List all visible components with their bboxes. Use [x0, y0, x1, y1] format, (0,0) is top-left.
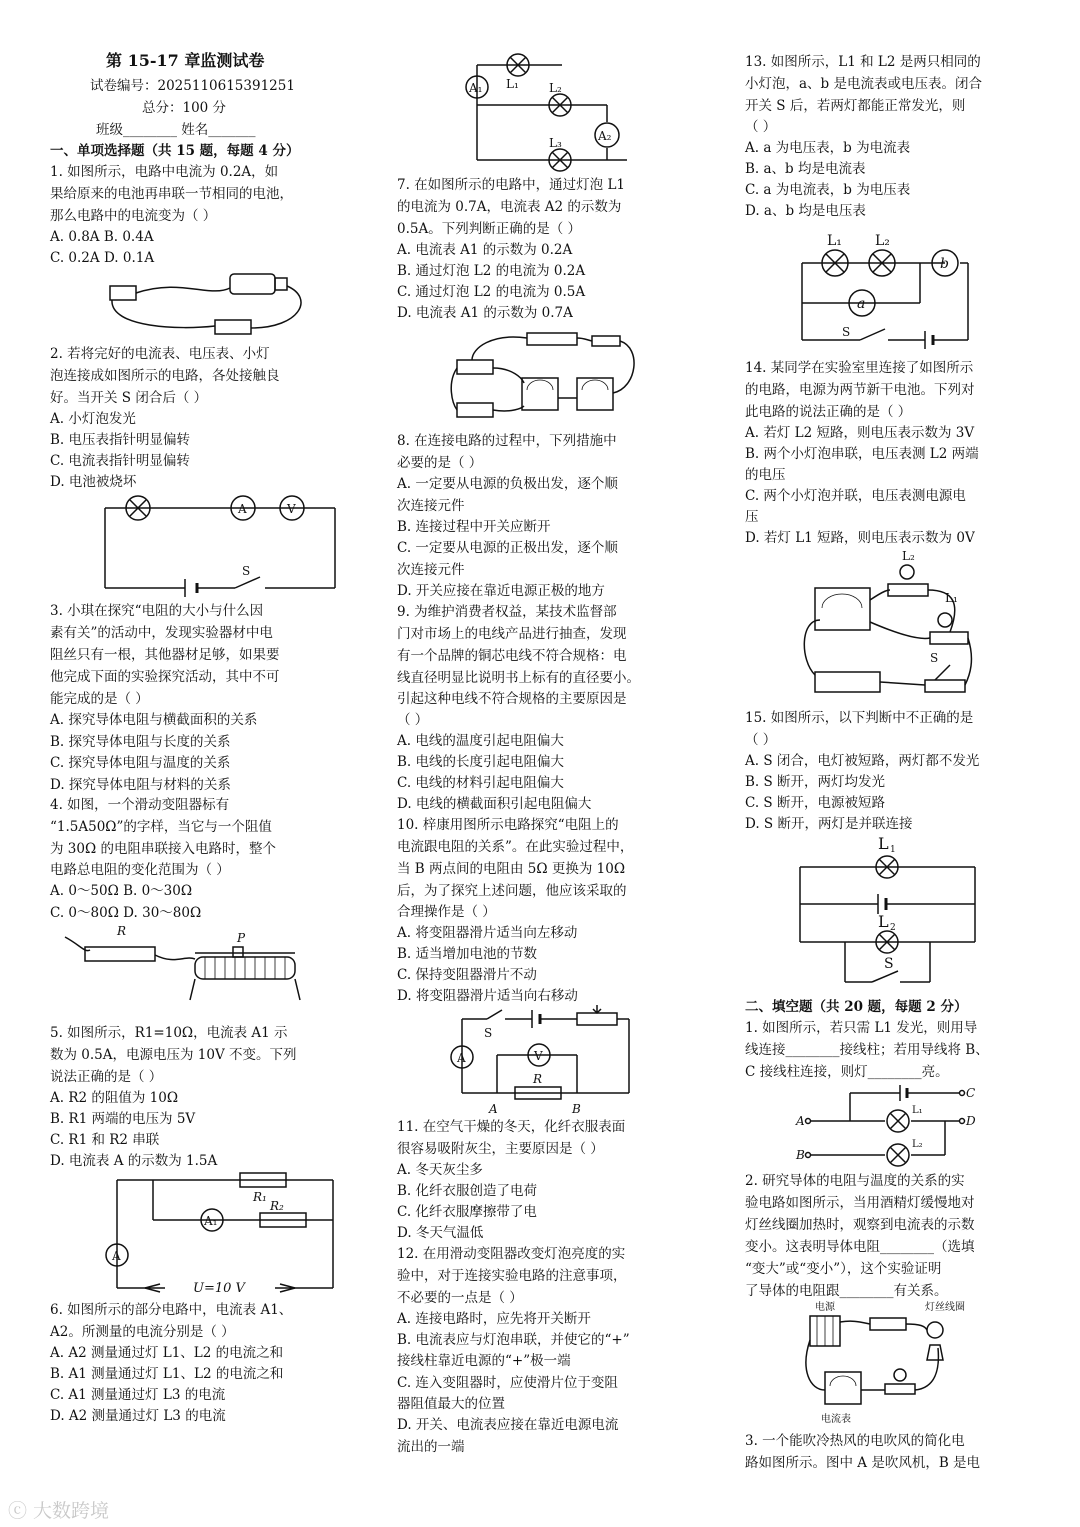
lamp-l1-label: L₁: [827, 233, 842, 249]
q8-option: 次连接元件: [397, 562, 465, 578]
terminal-b-label: B: [796, 1148, 805, 1162]
f1-line: 线连接________接线柱；若用导线将 B、: [745, 1042, 989, 1058]
lamp-l2-label: L: [878, 912, 889, 931]
q8-option: C. 一定要从电源的正极出发，逐个顺: [397, 540, 618, 556]
q5-line: 5. 如图所示，R1=10Ω，电流表 A1 示: [50, 1025, 288, 1041]
q1-line: 那么电路中的电流变为（ ）: [50, 208, 217, 224]
resistor-label: R: [533, 1072, 543, 1086]
section-title-2: 二、填空题（共 20 题，每题 2 分）: [745, 999, 968, 1015]
switch-icon: [925, 680, 965, 692]
lamp-l2-base: [457, 403, 493, 417]
lamp-l3-label: L₃: [549, 136, 562, 150]
q8-line: 8. 在连接电路的过程中，下列措施中: [397, 433, 617, 449]
q12-option: C. 连入变阻器时，应使滑片位于变阻: [397, 1375, 618, 1391]
ammeter-a1-label: A₁: [469, 81, 483, 95]
q13-line: 开关 S 后，若两灯都能正常发光，则: [745, 98, 966, 114]
q11-line: 11. 在空气干燥的冬天，化纤衣服表面: [397, 1119, 626, 1135]
q9-line: 引起这种电线不符合规格的主要原因是: [397, 691, 627, 707]
q2-figure: [105, 495, 335, 595]
q1-figure: [100, 268, 330, 344]
q13-option: B. a、b 均是电流表: [745, 161, 866, 177]
q3-line: 他完成下面的实验探究活动，其中不可: [50, 669, 280, 685]
ammeter-a1-icon: [522, 378, 558, 410]
q10-option: D. 将变阻器滑片适当向右移动: [397, 988, 578, 1004]
watermark: ⓒ 大数跨境: [8, 1500, 110, 1522]
lamp-l1-label: L₁: [506, 77, 519, 91]
q3-line: 阻丝只有一根，其他器材足够，如果要: [50, 647, 280, 663]
q9-option: D. 电线的横截面积引起电阻偏大: [397, 796, 592, 812]
q5-line: 数为 0.5A，电源电压为 10V 不变。下列: [50, 1047, 297, 1063]
lamp-l1-base: [930, 632, 968, 644]
lamp-bulb-icon: [894, 1369, 906, 1381]
q10-option: B. 适当增加电池的节数: [397, 946, 538, 962]
f2-line: 灯丝线圈加热时，观察到电流表的示数: [745, 1217, 975, 1233]
switch-icon: [592, 336, 620, 346]
q6-figure: [452, 50, 632, 175]
lamp-l2-label: L₂: [875, 233, 890, 249]
q8-option: 次连接元件: [397, 498, 465, 514]
q6-option: B. A1 测量通过灯 L1、L2 的电流之和: [50, 1366, 284, 1382]
q3-option: B. 探究导体电阻与长度的关系: [50, 734, 231, 750]
point-a-label: A: [489, 1102, 498, 1116]
q8-option: A. 一定要从电源的负极出发，逐个顺: [397, 476, 618, 492]
q11-line: 很容易吸附灰尘，主要原因是（ ）: [397, 1141, 604, 1157]
f2-line: 了导体的电阻跟________有关系。: [745, 1283, 948, 1299]
q6-option: C. A1 测量通过灯 L3 的电流: [50, 1387, 226, 1403]
q7-option: D. 电流表 A1 的示数为 0.7A: [397, 305, 573, 321]
q14-line: 的电路，电源为两节新干电池。下列对: [745, 382, 975, 398]
q4-line: 电路总电阻的变化范围为（ ）: [50, 862, 230, 878]
svg-text:2: 2: [890, 923, 896, 933]
q10-option: C. 保持变阻器滑片不动: [397, 967, 537, 983]
q13-line: （ ）: [745, 119, 777, 135]
lamp-l1-bulb: [938, 613, 952, 627]
q12-option: B. 电流表应与灯泡串联，并使它的“+”: [397, 1332, 630, 1348]
q13-option: D. a、b 均是电压表: [745, 203, 866, 219]
q6-line: 6. 如图所示的部分电路中，电流表 A1、: [50, 1302, 293, 1318]
q14-option: C. 两个小灯泡并联，电压表测电源电: [745, 488, 966, 504]
q5-figure: [105, 1170, 335, 1300]
q3-option: A. 探究导体电阻与横截面积的关系: [50, 712, 258, 728]
q4-option: C. 0～80Ω D. 30～80Ω: [50, 905, 202, 921]
q2-line: 好。当开关 S 闭合后（ ）: [50, 390, 208, 406]
q10-line: 电流跟电阻的关系”。在此实验过程中，: [397, 839, 634, 855]
q7-option: A. 电流表 A1 的示数为 0.2A: [397, 242, 573, 258]
filament-coil-icon: [927, 1322, 943, 1338]
q10-line: 后，为了探究上述问题，他应该采取的: [397, 883, 627, 899]
switch-base: [110, 286, 136, 300]
lamp-l2-bulb: [900, 565, 914, 579]
lamp-l1-label: L₁: [912, 1105, 923, 1116]
q6-option: D. A2 测量通过灯 L3 的电流: [50, 1408, 226, 1424]
class-name-line: 班级________ 姓名_______: [96, 122, 256, 138]
q15-option: B. S 断开，两灯均发光: [745, 774, 886, 790]
q9-option: C. 电线的材料引起电阻偏大: [397, 775, 564, 791]
slider-label: P: [237, 931, 246, 945]
q14-figure: [800, 550, 970, 700]
r2-label: R₂: [270, 1199, 284, 1213]
q12-line: 不必要的一点是（ ）: [397, 1290, 523, 1306]
f2-line: 验电路如图所示，当用酒精灯缓慢地对: [745, 1195, 975, 1211]
power-source-label: 电源: [815, 1302, 835, 1313]
battery-holder-icon: [275, 278, 287, 290]
switch-label: S: [930, 651, 939, 665]
ammeter-label: A: [457, 1051, 466, 1065]
q4-figure: [65, 925, 315, 1010]
q2-option: C. 电流表指针明显偏转: [50, 453, 190, 469]
switch-label: S: [884, 956, 894, 972]
q3-option: C. 探究导体电阻与温度的关系: [50, 755, 231, 771]
ammeter-icon: [825, 1372, 861, 1404]
q15-figure: [800, 832, 975, 992]
terminal-d-label: D: [966, 1114, 976, 1128]
q15-option: D. S 断开，两灯是并联连接: [745, 816, 913, 832]
q13-line: 13. 如图所示，L1 和 L2 是两只相同的: [745, 54, 981, 70]
q9-line: 线直径明显比说明书上标有的直径要小。: [397, 670, 640, 686]
battery-icon: [815, 672, 880, 692]
q12-option: 接线柱靠近电源的“+”极一端: [397, 1353, 571, 1369]
ammeter-a2-label: A₂: [598, 129, 612, 143]
r1-label: R₁: [253, 1190, 267, 1204]
q10-option: A. 将变阻器滑片适当向左移动: [397, 925, 578, 941]
q6-option: A. A2 测量通过灯 L1、L2 的电流之和: [50, 1345, 284, 1361]
q8-option: D. 开关应接在靠近电源正极的地方: [397, 583, 605, 599]
q12-option: A. 连接电路时，应先将开关断开: [397, 1311, 591, 1327]
svg-text:1: 1: [890, 845, 896, 855]
watermark-text: 大数跨境: [33, 1500, 110, 1522]
q10-line: 10. 梓康用图所示电路探究“电阻上的: [397, 817, 619, 833]
q10-line: 当 B 两点间的电阻由 5Ω 更换为 10Ω: [397, 861, 626, 877]
lamp-l1-label: L₁: [945, 591, 958, 605]
f3-line: 3. 一个能吹冷热风的电吹风的简化电: [745, 1433, 965, 1449]
meter-b-label: b: [940, 256, 949, 272]
q2-option: D. 电池被烧坏: [50, 474, 137, 490]
q2-line: 2. 若将完好的电流表、电压表、小灯: [50, 346, 270, 362]
exam-number: 试卷编号：2025110615391251: [90, 78, 295, 94]
voltmeter-label: V: [287, 502, 296, 516]
q13-option: A. a 为电压表，b 为电流表: [745, 140, 911, 156]
q7-line: 的电流为 0.7A，电流表 A2 的示数为: [397, 199, 622, 215]
q11-option: B. 化纤衣服创造了电荷: [397, 1183, 538, 1199]
q2-option: A. 小灯泡发光: [50, 411, 136, 427]
q4-line: 4. 如图，一个滑动变阻器标有: [50, 797, 230, 813]
q7-line: 0.5A。下列判断正确的是（ ）: [397, 221, 582, 237]
q14-option: A. 若灯 L2 短路，则电压表示数为 3V: [745, 425, 975, 441]
q15-line: 15. 如图所示，以下判断中不正确的是: [745, 710, 974, 726]
q15-option: A. S 闭合，电灯被短路，两灯都不发光: [745, 753, 980, 769]
q9-option: A. 电线的温度引起电阻偏大: [397, 733, 564, 749]
lamp-l2-base: [888, 584, 928, 596]
q15-line: （ ）: [745, 732, 777, 748]
meter-a-label: a: [857, 296, 866, 312]
ammeter-a-label: A: [112, 1249, 121, 1263]
q6-line: A2。所测量的电流分别是（ ）: [50, 1324, 235, 1340]
q3-line: 素有关”的活动中，发现实验器材中电: [50, 625, 273, 641]
q1-option: A. 0.8A B. 0.4A: [50, 229, 154, 245]
f2-figure: [805, 1300, 980, 1428]
lamp-base-icon: [215, 320, 251, 334]
q11-option: C. 化纤衣服摩擦带了电: [397, 1204, 537, 1220]
switch-icon: [860, 329, 885, 340]
q3-option: D. 探究导体电阻与材料的关系: [50, 777, 231, 793]
ammeter-a2-icon: [577, 378, 613, 410]
q7-option: B. 通过灯泡 L2 的电流为 0.2A: [397, 263, 586, 279]
page-title: 第 15-17 章监测试卷: [106, 51, 265, 70]
q8-option: B. 连接过程中开关应断开: [397, 519, 551, 535]
q11-option: A. 冬天灰尘多: [397, 1162, 483, 1178]
lamp-l1-label: L: [878, 834, 889, 853]
q9-option: B. 电线的长度引起电阻偏大: [397, 754, 565, 770]
q5-line: 说法正确的是（ ）: [50, 1069, 163, 1085]
lamp-base-icon: [885, 1384, 915, 1394]
q9-line: 9. 为维护消费者权益，某技术监督部: [397, 604, 617, 620]
q4-option: A. 0～50Ω B. 0～30Ω: [50, 883, 193, 899]
q14-option: D. 若灯 L1 短路，则电压表示数为 0V: [745, 530, 975, 546]
q5-option: C. R1 和 R2 串联: [50, 1132, 160, 1148]
q1-line: 果给原来的电池再串联一节相同的电池，: [50, 186, 293, 202]
f1-line: 1. 如图所示，若只需 L1 发光，则用导: [745, 1020, 978, 1036]
q14-line: 14. 某同学在实验室里连接了如图所示: [745, 360, 974, 376]
q10-line: 合理操作是（ ）: [397, 904, 496, 920]
f1-figure: [796, 1083, 980, 1168]
q9-line: 门对市场上的电线产品进行抽查，发现: [397, 626, 627, 642]
q5-option: D. 电流表 A 的示数为 1.5A: [50, 1153, 218, 1169]
q3-line: 能完成的是（ ）: [50, 691, 149, 707]
q5-option: B. R1 两端的电压为 5V: [50, 1111, 196, 1127]
switch-icon: [487, 1010, 502, 1019]
rheostat-icon: [577, 1013, 617, 1025]
ammeter-a1-label: A₁: [204, 1214, 218, 1228]
q12-line: 验中，对于连接实验电路的注意事项，: [397, 1268, 627, 1284]
q12-line: 12. 在用滑动变阻器改变灯泡亮度的实: [397, 1246, 626, 1262]
q9-line: （ ）: [397, 712, 429, 728]
q3-line: 3. 小琪在探究“电阻的大小与什么因: [50, 603, 264, 619]
q4-line: “1.5A50Ω”的字样，当它与一个阻值: [50, 819, 272, 835]
switch-label: S: [484, 1026, 493, 1040]
voltage-label: U=10 V: [193, 1281, 245, 1296]
q1-option: C. 0.2A D. 0.1A: [50, 250, 155, 266]
lamp-l2-label: L₂: [549, 81, 562, 95]
q7-figure: [452, 328, 642, 423]
q11-option: D. 冬天气温低: [397, 1225, 484, 1241]
f2-line: 2. 研究导体的电阻与温度的关系的实: [745, 1173, 965, 1189]
q2-line: 泡连接成如图所示的电路，各处接触良: [50, 368, 280, 384]
resistor-label: R: [117, 924, 127, 938]
battery-icon: [230, 274, 275, 294]
q9-line: 有一个品牌的铜芯电线不符合规格：电: [397, 648, 627, 664]
q5-option: A. R2 的阻值为 10Ω: [50, 1090, 179, 1106]
ammeter-label: A: [238, 502, 247, 516]
q12-option: D. 开关、电流表应接在靠近电源电流: [397, 1417, 619, 1433]
q14-option: 压: [745, 509, 759, 525]
battery-icon: [527, 333, 577, 345]
terminal-a-label: A: [796, 1114, 805, 1128]
point-b-label: B: [572, 1102, 581, 1116]
switch-label: S: [242, 564, 251, 578]
q13-option: C. a 为电流表，b 为电压表: [745, 182, 911, 198]
alcohol-lamp-icon: [927, 1345, 943, 1360]
q1-line: 1. 如图所示，电路中电流为 0.2A，如: [50, 164, 279, 180]
q12-option: 流出的一端: [397, 1439, 465, 1455]
total-score: 总分：100 分: [142, 100, 227, 116]
q12-option: 器阻值最大的位置: [397, 1396, 505, 1412]
q7-option: C. 通过灯泡 L2 的电流为 0.5A: [397, 284, 586, 300]
lamp-l1-base: [457, 360, 493, 374]
filament-coil-label: 灯丝线圈: [925, 1302, 965, 1313]
lamp-l2-label: L₂: [912, 1139, 923, 1150]
q7-line: 7. 在如图所示的电路中，通过灯泡 L1: [397, 177, 626, 193]
f3-line: 路如图所示。图中 A 是吹风机，B 是电: [745, 1455, 981, 1471]
switch-icon: [870, 1318, 906, 1330]
resistor-icon: [85, 947, 155, 961]
lamp-l2-label: L₂: [902, 549, 915, 563]
q15-option: C. S 断开，电源被短路: [745, 795, 885, 811]
q8-line: 必要的是（ ）: [397, 455, 483, 471]
q14-option: B. 两个小灯泡串联，电压表测 L2 两端: [745, 446, 979, 462]
voltmeter-label: V: [534, 1049, 543, 1063]
f2-line: 变小。这表明导体电阻________（选填: [745, 1239, 975, 1255]
switch-label: S: [842, 325, 851, 339]
section-title-1: 一、单项选择题（共 15 题，每题 4 分）: [50, 143, 300, 159]
switch-icon: [235, 577, 260, 588]
slider-knob: [233, 947, 243, 957]
q10-figure: [447, 1005, 637, 1117]
ammeter-label: 电流表: [821, 1414, 851, 1425]
q4-line: 为 30Ω 的电阻串联接入电路时，整个: [50, 841, 276, 857]
f1-line: C 接线柱连接，则灯________亮。: [745, 1064, 949, 1080]
q13-figure: [800, 228, 970, 346]
q14-line: 此电路的说法正确的是（ ）: [745, 404, 912, 420]
q13-line: 小灯泡，a、b 是电流表或电压表。闭合: [745, 76, 982, 92]
terminal-c-label: C: [966, 1086, 976, 1100]
switch-icon: [872, 971, 898, 982]
q2-option: B. 电压表指针明显偏转: [50, 432, 191, 448]
f2-line: “变大”或“变小”），这个实验证明: [745, 1261, 942, 1277]
q14-option: 的电压: [745, 467, 786, 483]
